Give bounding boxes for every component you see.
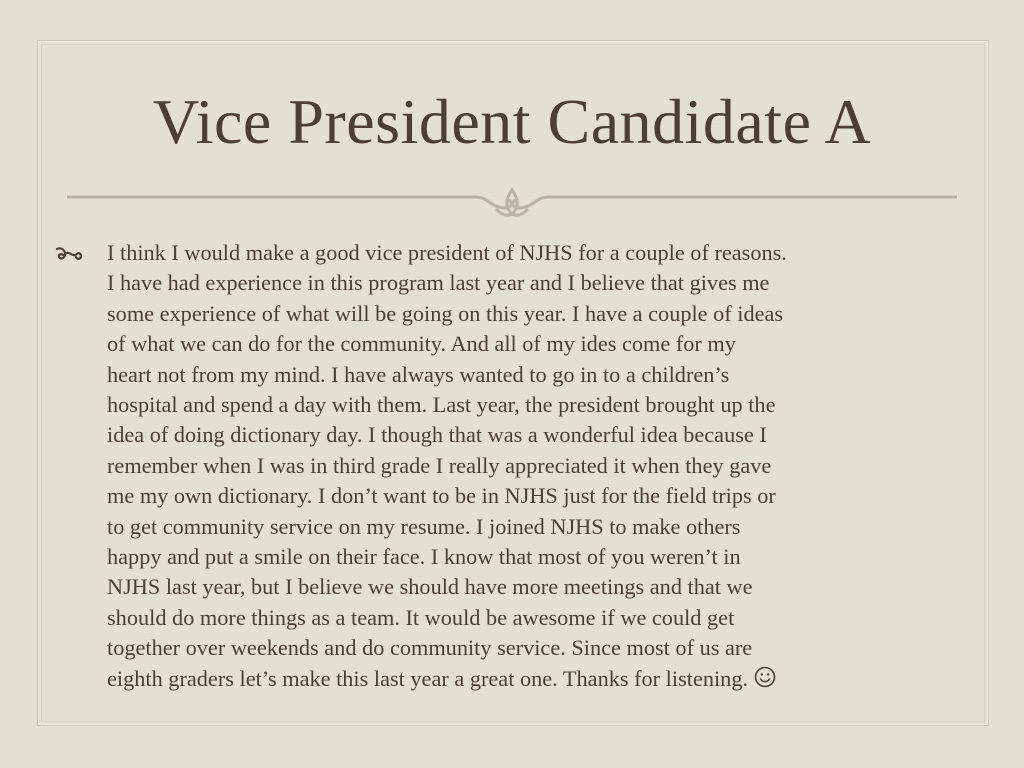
smiley-face-icon: [754, 666, 776, 688]
ornamental-divider-icon: [67, 186, 957, 222]
paragraph-line: me my own dictionary. I don’t want to be in NJHS just for the field trips or: [107, 483, 776, 509]
paragraph-line-text: eighth graders let’s make this last year a great one. Thanks for listening.: [107, 665, 749, 691]
paragraph-line: to get community service on my resume. I joined NJHS to make others: [107, 513, 741, 539]
paragraph-line: of what we can do for the community. And all of my ides come for my: [107, 331, 736, 357]
paragraph-line: I have had experience in this program last year and I believe that gives me: [107, 270, 770, 296]
paragraph-line-last: [107, 664, 975, 694]
paragraph-line: should do more things as a team. It would be awesome if we could get: [107, 604, 735, 630]
bullet-paragraph: [107, 238, 975, 694]
paragraph-line: idea of doing dictionary day. I though that was a wonderful idea because I: [107, 422, 767, 448]
paragraph-line: I think I would make a good vice president of NJHS for a couple of reasons.: [107, 240, 787, 265]
paragraph-line: remember when I was in third grade I really appreciated it when they gave: [107, 452, 772, 478]
paragraph-line: happy and put a smile on their face. I know that most of you weren’t in: [107, 544, 741, 570]
slide-title: Vice President Candidate A: [152, 86, 872, 157]
fleuron-bullet-icon: [55, 246, 83, 262]
paragraph-line: NJHS last year, but I believe we should have more meetings and that we: [107, 574, 753, 600]
paragraph-line: hospital and spend a day with them. Last year, the president brought up the: [107, 392, 776, 418]
paragraph-line: heart not from my mind. I have always wanted to go in to a children’s: [107, 361, 730, 387]
paragraph-line: together over weekends and do community service. Since most of us are: [107, 635, 753, 661]
paragraph-line: some experience of what will be going on this year. I have a couple of ideas: [107, 300, 784, 326]
